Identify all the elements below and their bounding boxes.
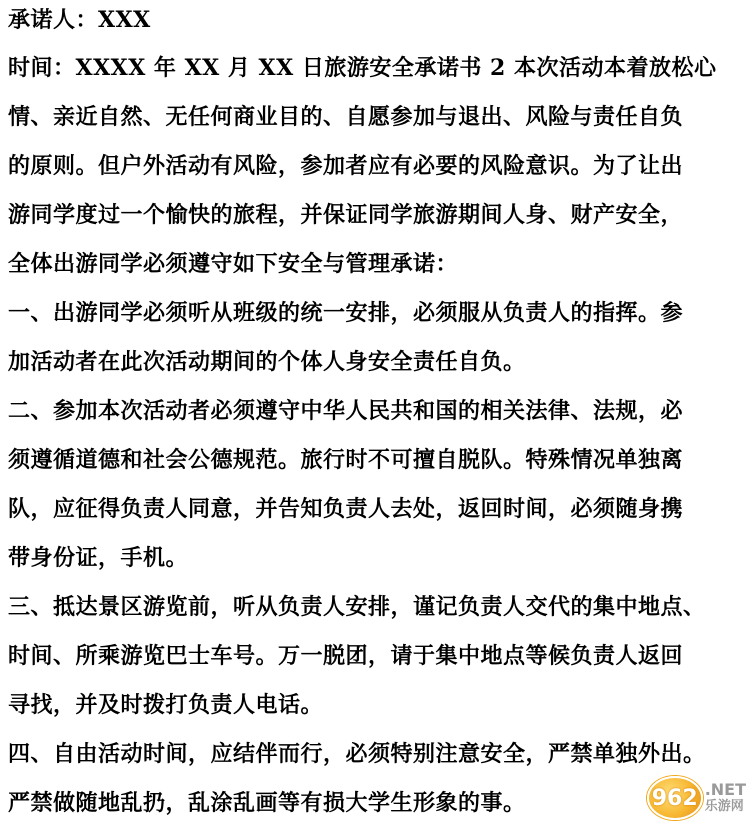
text-line: 时间：XXXX 年 XX 月 XX 日旅游安全承诺书 2 本次活动本着放松心 [8, 55, 717, 81]
text-line: 游同学度过一个愉快的旅程，并保证同学旅游期间人身、财产安全， [8, 202, 684, 228]
watermark-logo-icon [647, 776, 703, 820]
text-line: 时间、所乘游览巴士车号。万一脱团，请于集中地点等候负责人返回 [8, 643, 684, 669]
text-line: 情、亲近自然、无任何商业目的、自愿参加与退出、风险与责任自负 [8, 104, 684, 130]
watermark-domain: .NET [704, 780, 746, 799]
text-line: 四、自由活动时间，应结伴而行，必须特别注意安全，严禁单独外出。 [8, 741, 706, 767]
text-line: 全体出游同学必须遵守如下安全与管理承诺： [8, 251, 459, 277]
text-line: 加活动者在此次活动期间的个体人身安全责任自负。 [8, 349, 526, 375]
text-line: 严禁做随地乱扔，乱涂乱画等有损大学生形象的事。 [8, 790, 526, 816]
text-line: 承诺人：XXX [8, 7, 151, 33]
watermark-text [705, 781, 746, 815]
text-line: 三、抵达景区游览前，听从负责人安排，谨记负责人交代的集中地点、 [8, 594, 706, 620]
site-watermark [618, 774, 746, 822]
text-line: 二、参加本次活动者必须遵守中华人民共和国的相关法律、法规，必 [8, 398, 684, 424]
text-line: 的原则。但户外活动有风险，参加者应有必要的风险意识。为了让出 [8, 153, 684, 179]
text-line: 带身份证，手机。 [8, 545, 189, 571]
text-line: 须遵循道德和社会公德规范。旅行时不可擅自脱队。特殊情况单独离 [8, 447, 684, 473]
text-line: 一、出游同学必须听从班级的统一安排，必须服从负责人的指挥。参 [8, 300, 684, 326]
watermark-site-name: 乐游网 [704, 799, 744, 814]
text-line: 寻找，并及时拨打负责人电话。 [8, 692, 324, 718]
text-line: 队，应征得负责人同意，并告知负责人去处，返回时间，必须随身携 [8, 496, 684, 522]
watermark-logo-number: 962 [651, 785, 698, 811]
